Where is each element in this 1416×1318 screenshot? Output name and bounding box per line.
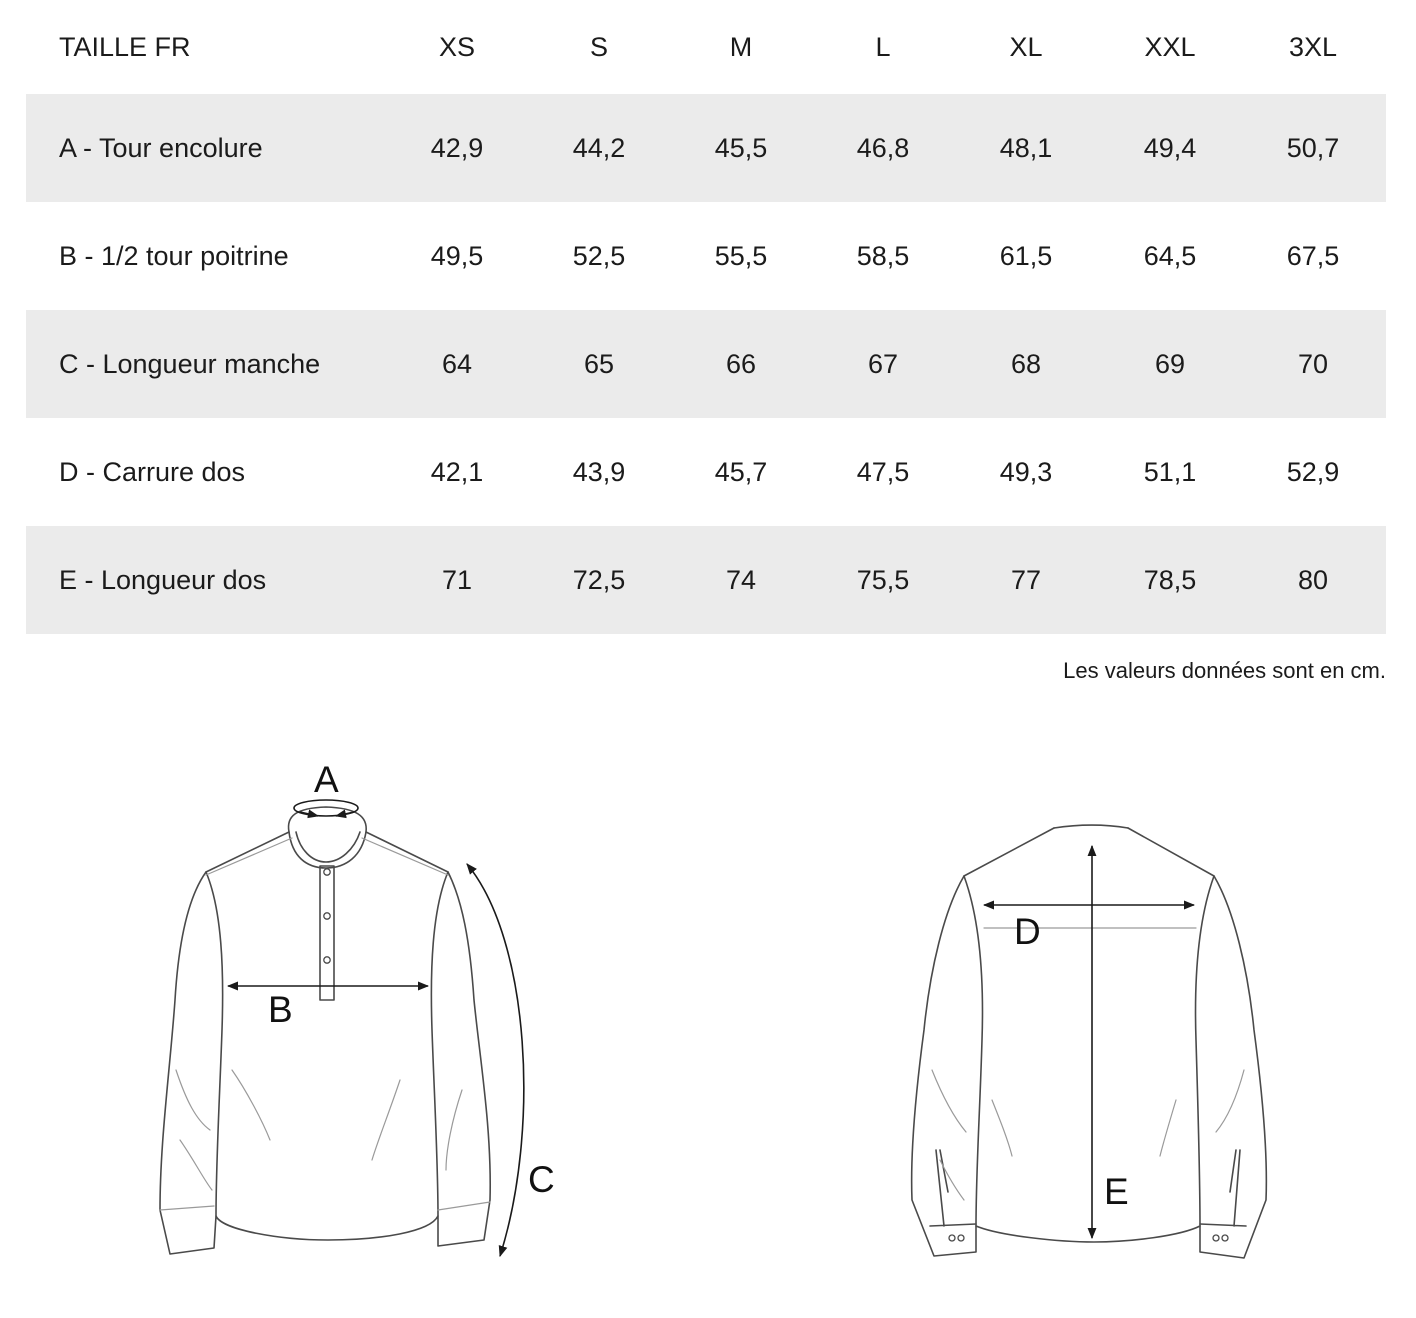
label-b: B bbox=[268, 989, 293, 1030]
header-size-l: L bbox=[875, 31, 891, 62]
table-row-length bbox=[26, 526, 1386, 634]
table-row-neck bbox=[26, 94, 1386, 202]
front-placket bbox=[320, 866, 334, 1000]
button-icon bbox=[324, 913, 330, 919]
table-cell: 72,5 bbox=[530, 526, 668, 634]
table-cell: 44,2 bbox=[530, 94, 668, 202]
table-cell: 67,5 bbox=[1286, 240, 1340, 271]
back-body-outline bbox=[912, 828, 1267, 1258]
units-note: Les valeurs données sont en cm. bbox=[1063, 658, 1386, 683]
front-fold-line bbox=[176, 1070, 462, 1190]
header-size-xl: XL bbox=[1009, 31, 1043, 62]
button-icon bbox=[949, 1235, 955, 1241]
table-cell: 64 bbox=[384, 310, 530, 418]
table-cell: 46,8 bbox=[814, 94, 952, 202]
table-cell: 48,1 bbox=[952, 94, 1100, 202]
table-cell: 70 bbox=[1240, 310, 1386, 418]
table-row-sleeve bbox=[26, 310, 1386, 418]
label-a: A bbox=[314, 759, 339, 800]
table-cell: 55,5 bbox=[714, 240, 768, 271]
table-cell: 52,9 bbox=[1286, 456, 1340, 487]
table-cell: 69 bbox=[1100, 310, 1240, 418]
back-left-cuff bbox=[930, 1150, 976, 1226]
row-label: A - Tour encolure bbox=[26, 94, 384, 202]
table-cell: 65 bbox=[530, 310, 668, 418]
size-chart-table bbox=[26, 0, 1386, 634]
front-right-cuff-line bbox=[438, 1202, 490, 1210]
front-right-side-seam bbox=[431, 872, 448, 1216]
table-cell: 77 bbox=[952, 526, 1100, 634]
row-label: B - 1/2 tour poitrine bbox=[59, 240, 289, 271]
table-cell: 42,1 bbox=[430, 456, 484, 487]
front-shirt-drawing bbox=[160, 759, 555, 1256]
table-row-shoulders bbox=[26, 418, 1386, 526]
table-row-chest bbox=[26, 202, 1386, 310]
back-right-cuff bbox=[1200, 1150, 1246, 1226]
back-collar-outline bbox=[1054, 825, 1128, 828]
row-label: E - Longueur dos bbox=[26, 526, 384, 634]
table-cell: 64,5 bbox=[1143, 240, 1197, 271]
front-collar-inner bbox=[296, 832, 360, 862]
back-left-side-seam bbox=[964, 876, 982, 1226]
front-left-side-seam bbox=[206, 872, 223, 1216]
table-cell: 42,9 bbox=[384, 94, 530, 202]
table-cell: 45,7 bbox=[714, 456, 768, 487]
header-size-xxl: XXL bbox=[1144, 31, 1196, 62]
button-icon bbox=[1213, 1235, 1219, 1241]
table-cell: 45,5 bbox=[668, 94, 814, 202]
table-cell: 43,9 bbox=[572, 456, 626, 487]
row-label: C - Longueur manche bbox=[26, 310, 384, 418]
table-cell: 66 bbox=[668, 310, 814, 418]
table-header-row bbox=[26, 0, 1386, 94]
table-cell: 74 bbox=[668, 526, 814, 634]
header-size-m: M bbox=[729, 31, 753, 62]
table-cell: 68 bbox=[952, 310, 1100, 418]
table-cell: 50,7 bbox=[1240, 94, 1386, 202]
table-cell: 80 bbox=[1240, 526, 1386, 634]
table-cell: 67 bbox=[814, 310, 952, 418]
row-label: D - Carrure dos bbox=[59, 456, 246, 487]
front-left-cuff-line bbox=[160, 1206, 214, 1210]
neck-measure-arrow bbox=[336, 812, 354, 816]
table-cell: 49,4 bbox=[1100, 94, 1240, 202]
table-cell: 78,5 bbox=[1100, 526, 1240, 634]
button-icon bbox=[324, 869, 330, 875]
table-cell: 75,5 bbox=[814, 526, 952, 634]
button-icon bbox=[324, 957, 330, 963]
header-size-xs: XS bbox=[438, 31, 476, 62]
header-size-s: S bbox=[589, 31, 608, 62]
header-size-label: TAILLE FR bbox=[59, 31, 191, 62]
label-c: C bbox=[528, 1159, 555, 1200]
header-size-3xl: 3XL bbox=[1288, 31, 1338, 62]
table-cell: 47,5 bbox=[856, 456, 910, 487]
table-cell: 49,5 bbox=[430, 240, 484, 271]
table-cell: 51,1 bbox=[1143, 456, 1197, 487]
back-right-side-seam bbox=[1196, 876, 1214, 1226]
table-cell: 52,5 bbox=[572, 240, 626, 271]
table-cell: 58,5 bbox=[856, 240, 910, 271]
button-icon bbox=[958, 1235, 964, 1241]
label-d: D bbox=[1014, 911, 1041, 952]
table-cell: 71 bbox=[384, 526, 530, 634]
table-cell: 49,3 bbox=[999, 456, 1053, 487]
back-shirt-drawing bbox=[912, 825, 1267, 1258]
sleeve-measure-arc bbox=[467, 864, 524, 1256]
table-cell: 61,5 bbox=[999, 240, 1053, 271]
shirt-measurement-diagram bbox=[0, 740, 1416, 1300]
button-icon bbox=[1222, 1235, 1228, 1241]
label-e: E bbox=[1104, 1171, 1129, 1212]
